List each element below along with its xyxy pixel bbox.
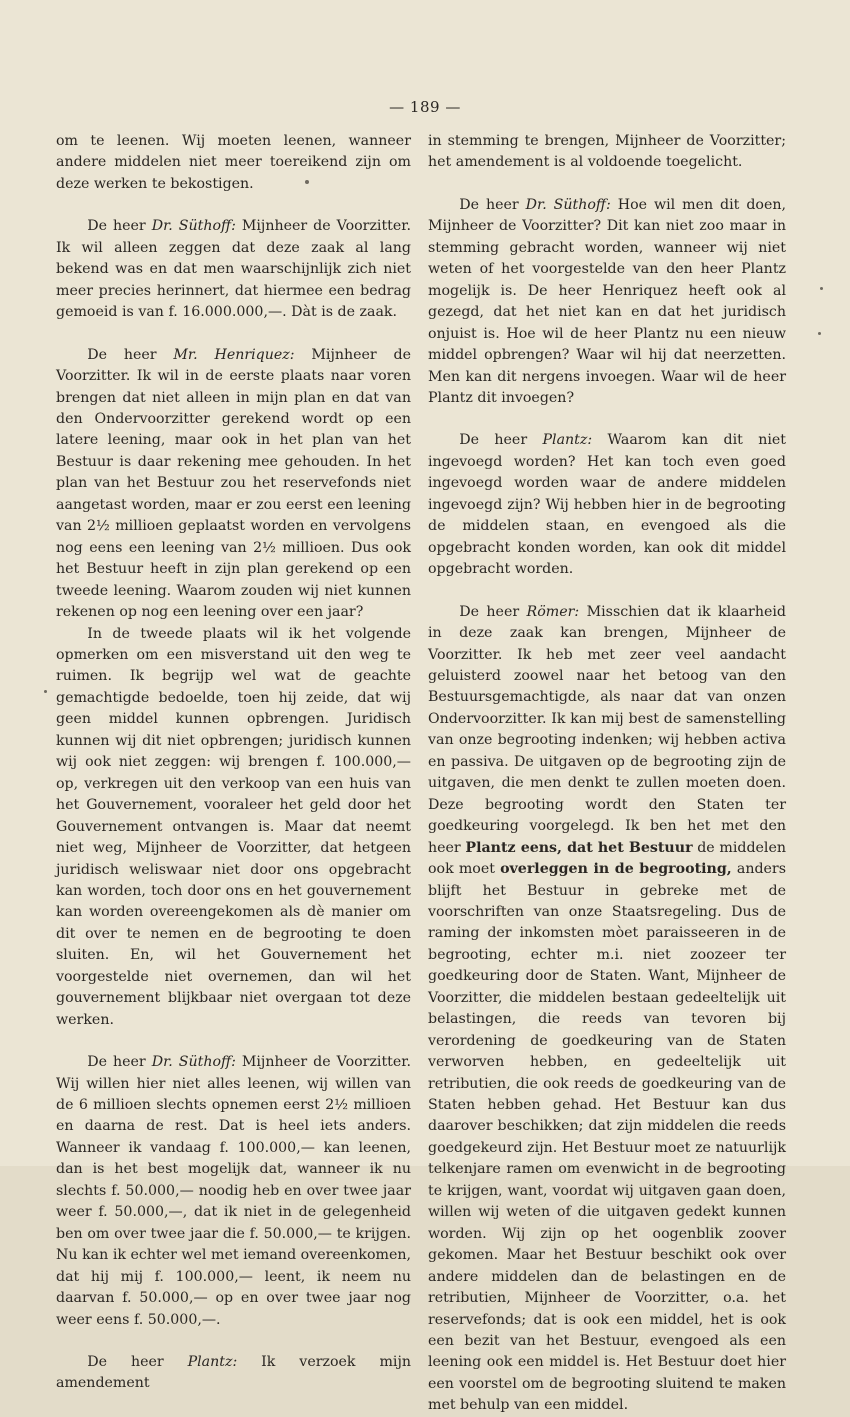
- paragraph-text: anders blijft het Bestuur in gebreke met de voorschriften van onze Staatsregeling. Dus de raming der inkomsten mòet paraisseeren in de begrooting, echter m.i. niet zoozeer ter goedkeuring door de Staten. Want, Mijnheer de Voorzitter, die middelen bestaan gedeeltelijk uit belastingen, die reeds van tevoren bij verordening de goedkeuring van de Staten verworven hebben, en gedeeltelijk uit retributien, die ook reeds de goedkeuring van de Staten hebben gehad. Het Bestuur kan dus daarover beschikken; dat zijn middelen die reeds goedgekeurd zijn. Het Bestuur moet ze natuurlijk telkenjare ramen om evenwicht in de begrooting te krijgen, want, voordat wij uitgaven gaan doen, willen wij weten of die uitgaven gedekt kunnen worden. Wij zijn op het oogenblik zoover gekomen. Maar het Bestuur beschikt ook over andere middelen dan de belastingen en de retributien, Mijnheer de Voorzitter, o.a. het reservefonds; dat is ook een middel, het is ook een bezit van het Bestuur, evengoed als een leening ook een middel is. Het Bestuur doet hier een voorstel om de begrooting sluitend te maken met behulp van een middel.: [428, 861, 786, 1414]
- speaker-prefix: De heer: [87, 218, 152, 235]
- paragraph-text: Mijnheer de Voorzitter. Ik wil alleen zeggen dat deze zaak al lang bekend was en dat men waarschijnlijk zich niet meer precies herinnert, dat hiermee een bedrag gemoeid is van f. 16.000.000,—. Dàt is de zaak.: [56, 218, 411, 321]
- left-column: [56, 131, 411, 1395]
- speaker-name: Dr. Süthoff:: [151, 218, 236, 235]
- paragraph-text: Misschien dat ik klaarheid in deze zaak kan brengen, Mijnheer de Voorzitter. Ik heb met zeer veel aandacht geluisterd zoowel naar het betoog van den Bestuursgemachtigde, als naar dat van onzen Ondervoorzitter. Ik kan mij best de samenstelling van onze begrooting indenken; wij hebben activa en passiva. De uitgaven op de begrooting zijn de uitgaven, die men denkt te zullen moeten doen. Deze begrooting wordt den Staten ter goedkeuring voorgelegd. Ik ben het met den heer: [428, 603, 786, 856]
- speaker-prefix: De heer: [87, 1354, 188, 1371]
- speaker-prefix: De heer: [459, 603, 527, 620]
- speaker-name: Plantz:: [542, 432, 593, 449]
- paragraph: om te leenen. Wij moeten leenen, wanneer andere middelen niet meer toereikend zijn om deze werken te bekostigen.: [56, 133, 411, 192]
- speaker-name: Dr. Süthoff:: [151, 1054, 236, 1071]
- paragraph: [56, 216, 411, 323]
- paper-speck: [44, 690, 47, 693]
- paper-speck: [818, 332, 821, 335]
- paragraph: In de tweede plaats wil ik het volgende opmerken om een misverstand uit den weg te ruimen. Ik begrijp wel wat de geachte gemachtigde bedoelde, toen hij zeide, dat wij geen middel kunnen opbrengen. Juridisch kunnen wij dit niet opbrengen; juridisch kunnen wij ook niet zeggen: wij brengen f. 100.000,— op, verkregen uit den verkoop van een huis van het Gouvernement, vooraleer het geld door het Gouvernement ontvangen is. Maar dat neemt niet weg, Mijnheer de Voorzitter, dat hetgeen juridisch weliswaar niet door ons opgebracht kan worden, toch door ons en het gouvernement kan worden overeengekomen als dè manier om dit over te nemen en de begrooting te doen sluiten. En, wil het Gouvernement het voorgestelde niet overnemen, dan wil het gouvernement blijkbaar niet overgaan tot deze werken.: [56, 625, 411, 1028]
- paragraph-text: Waarom kan dit niet ingevoegd worden? Het kan toch even goed ingevoegd worden waar de andere middelen ingevoegd zijn? Wij hebben hier in de begrooting de middelen staan, en evengoed als die opgebracht konden worden, kan ook dit middel opgebracht worden.: [428, 432, 786, 578]
- bold-text: overleggen in de begrooting,: [500, 861, 732, 878]
- paragraph: [428, 195, 786, 410]
- paragraph: [56, 1352, 411, 1395]
- paragraph: [428, 430, 786, 580]
- right-column: [428, 131, 786, 1417]
- paper-speck: [820, 287, 823, 290]
- paragraph: [56, 345, 411, 624]
- paragraph-text: Ik verzoek mijn amendement: [56, 1354, 411, 1392]
- paragraph-text: de middelen ook moet: [428, 839, 787, 878]
- paragraph-text: Mijnheer de Voorzitter. Wij willen hier niet alles leenen, wij willen van de 6 millioen slechts opnemen eerst 2½ millioen en daarna de rest. Dat is heel iets anders. Wanneer ik vandaag f. 100.000,— kan leenen, dan is het best mogelijk dat, wanneer ik nu slechts f. 50.000,— noodig heb en over twee jaar weer f. 50.000,—, dat ik niet in de gelegenheid ben om over twee jaar die f. 50.000,— te krijgen. Nu kan ik echter wel met iemand overeenkomen, dat hij mij f. 100.000,— leent, ik neem nu daarvan f. 50.000,— op en over twee jaar nog weer eens f. 50.000,—.: [56, 1054, 411, 1328]
- speaker-prefix: De heer: [459, 432, 543, 449]
- speaker-name: Plantz:: [187, 1354, 238, 1371]
- paragraph-text: Mijnheer de Voorzitter. Ik wil in de eerste plaats naar voren brengen dat niet alleen in mijn plan en dat van den Ondervoorzitter gerekend wordt op een latere leening, maar ook in het plan van het Bestuur is daar rekening mee gehouden. In het plan van het Bestuur zou het reservefonds niet aangetast worden, maar er zou eerst een leening van 2½ millioen geplaatst worden en vervolgens nog eens een leening van 2½ millioen. Dus ook het Bestuur heeft in zijn plan gerekend op een tweede leening. Waarom zouden wij niet kunnen rekenen op nog een leening over een jaar?: [56, 346, 411, 621]
- speaker-name: Römer:: [526, 603, 580, 620]
- speaker-prefix: De heer: [87, 1054, 152, 1071]
- speaker-prefix: De heer: [459, 196, 526, 213]
- speaker-prefix: De heer: [87, 346, 174, 363]
- paragraph: [56, 1052, 411, 1331]
- paragraph-text: Hoe wil men dit doen, Mijnheer de Voorzitter? Dit kan niet zoo maar in stemming gebracht worden, wanneer wij niet weten of het voorgestelde van den heer Plantz mogelijk is. De heer Henriquez heeft ook al gezegd, dat het niet kan en dat het juridisch onjuist is. Hoe wil de heer Plantz nu een nieuw middel opbrengen? Waar wil hij dat neerzetten. Men kan dit nergens invoegen. Waar wil de heer Plantz dit invoegen?: [428, 196, 786, 406]
- paragraph: [428, 602, 786, 1417]
- speaker-name: Dr. Süthoff:: [525, 196, 611, 213]
- bold-text: Plantz eens, dat het Bestuur: [465, 839, 693, 856]
- paragraph: in stemming te brengen, Mijnheer de Voorzitter; het amendement is al voldoende toegelicht.: [428, 133, 786, 171]
- speaker-name: Mr. Henriquez:: [173, 346, 295, 363]
- page-number: — 189 —: [389, 98, 461, 116]
- paper-speck: [305, 180, 309, 184]
